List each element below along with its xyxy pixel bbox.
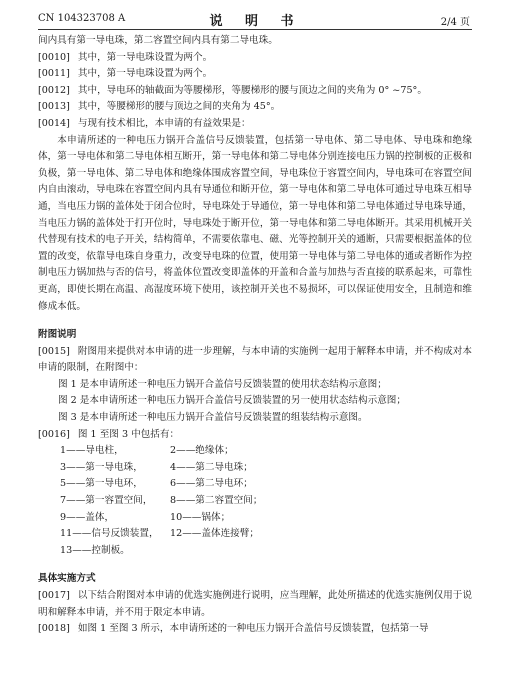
paragraph-0013 — [38, 99, 472, 116]
paragraph-tag: [0017] — [38, 590, 70, 601]
paragraph-0015 — [38, 344, 472, 377]
legend-item: 4——第二导电珠； — [170, 461, 253, 473]
paragraph-tag: [0018] — [38, 623, 70, 635]
legend-row — [60, 526, 472, 543]
paragraph-text: 图 1 至图 3 中包括有： — [77, 428, 180, 440]
figure-3-caption: 图 3 是本申请所述一种电压力锅开合盖信号反馈装置的组装结构示意图。 — [58, 412, 368, 424]
legend-row — [60, 443, 472, 460]
paragraph-0014-body: 本申请所述的一种电压力锅开合盖信号反馈装置，包括第一导电体、第二导电体、导电珠和绝缘体，第一导电体和第二导电体相互断开，第一导电体和第二导电体分别连接电压力锅的控制板的正极和负极，第一导电体、第二导电体和绝缘体围成容置空间，导电珠位于容置空间内，导电珠可在容置空间内自由滚动，导电珠在容置空间内具有导通位和断开位，第一导电体和第二导电体可通过导电珠互相导通，当电压力锅的盖体处于闭合位时，导电珠处于导通位，第一导电体和第二导电体通过导电珠导通，当电压力锅的盖体处于打开位时，导电珠处于断开位，第一导电体和第二导电体断开。其采用机械开关代替现有技术的电子开关，结构简单，不需要依靠电、磁、光等控制开关的通断，只需要根据盖体的位置的改变，依靠导电珠自身重力，改变导电珠的位置，使用第一导电体与第二导电体的通或者断作为控制电压力锅加热与否的信号，将盖体位置改变即盖体的开盖和合盖与加热与否直接的联系起来，可靠性更高，即使长期在高温、高湿度环境下使用，该控制开关也不易损坏，可以保证使用安全，且制造和维修成本低。 — [38, 134, 472, 312]
paragraph-tag: [0015] — [38, 345, 70, 357]
legend-item: 7——第一容置空间， — [60, 495, 153, 507]
header-rule — [38, 29, 472, 30]
legend-item: 8——第二容置空间； — [170, 495, 263, 507]
legend-row — [60, 510, 472, 527]
paragraph-0014 — [38, 116, 472, 133]
paragraph-tag: [0016] — [38, 428, 70, 440]
legend-item: 5——第一导电环， — [60, 478, 143, 490]
legend-item: 9——盖体， — [60, 511, 115, 523]
paragraph-text: 其中，等腰梯形的腰与顶边之间的夹角为 45°。 — [77, 101, 281, 113]
figure-2-caption: 图 2 是本申请所述一种电压力锅开合盖信号反馈装置的另一使用状态结构示意图； — [58, 395, 406, 407]
paragraph-tag: [0014] — [38, 117, 70, 129]
legend-row — [60, 543, 472, 560]
document-title: 说 明 书 — [209, 14, 303, 29]
paragraph-text: 其中，第一导电珠设置为两个。 — [77, 68, 213, 80]
legend-item: 13——控制板。 — [60, 544, 130, 556]
paragraph-continuation: 间内具有第一导电珠，第二容置空间内具有第二导电珠。 — [38, 35, 278, 46]
legend-item: 11——信号反馈装置， — [60, 528, 159, 540]
paragraph-text: 其中，导电环的轴截面为等腰梯形，等腰梯形的腰与顶边之间的夹角为 0° ~75°。 — [77, 84, 427, 96]
paragraph-0016 — [38, 427, 472, 444]
paragraph-text: 其中，第一导电珠设置为两个。 — [77, 51, 213, 63]
section-gap — [38, 559, 472, 571]
paragraph-0011 — [38, 66, 472, 83]
legend-item: 1——导电柱， — [60, 445, 124, 457]
section-heading-embodiment: 具体实施方式 — [38, 573, 96, 585]
paragraph-tag: [0010] — [38, 51, 70, 63]
paragraph-text: 与现有技术相比，本申请的有益效果是： — [77, 117, 251, 129]
paragraph-0012 — [38, 83, 472, 100]
section-gap — [38, 315, 472, 327]
legend-item: 12——盖体连接臂； — [170, 528, 259, 540]
legend-item: 2——绝缘体； — [170, 445, 234, 457]
legend-item: 6——第二导电环； — [170, 478, 253, 490]
paragraph-text: 如图 1 至图 3 所示，本申请所述的一种电压力锅开合盖信号反馈装置，包括第一导 — [77, 623, 429, 635]
reference-legend — [38, 443, 472, 559]
figure-1-caption: 图 1 是本申请所述一种电压力锅开合盖信号反馈装置的使用状态结构示意图； — [58, 378, 387, 390]
paragraph-text: 以下结合附图对本申请的优选实施例进行说明，应当理解，此处所描述的优选实施例仅用于说明和解释本申请，并不用于限定本申请。 — [38, 590, 472, 618]
legend-row — [60, 493, 472, 510]
paragraph-0010 — [38, 50, 472, 67]
paragraph-0018 — [38, 621, 472, 638]
patent-number: CN 104323708 A — [38, 13, 126, 24]
paragraph-tag: [0012] — [38, 84, 70, 96]
legend-item: 3——第一导电珠， — [60, 461, 143, 473]
page-header — [0, 0, 512, 36]
section-heading-drawings: 附图说明 — [38, 329, 77, 341]
paragraph-tag: [0013] — [38, 101, 70, 113]
paragraph-0017 — [38, 588, 472, 621]
legend-row — [60, 460, 472, 477]
paragraph-text: 附图用来提供对本申请的进一步理解，与本申请的实施例一起用于解释本申请，并不构成对本申请的限制，在附图中： — [38, 345, 472, 374]
document-body — [38, 33, 472, 638]
page-number: 2/4 页 — [440, 17, 470, 28]
paragraph-tag: [0011] — [38, 68, 70, 80]
legend-row — [60, 476, 472, 493]
legend-item: 10——锅体； — [170, 511, 231, 523]
